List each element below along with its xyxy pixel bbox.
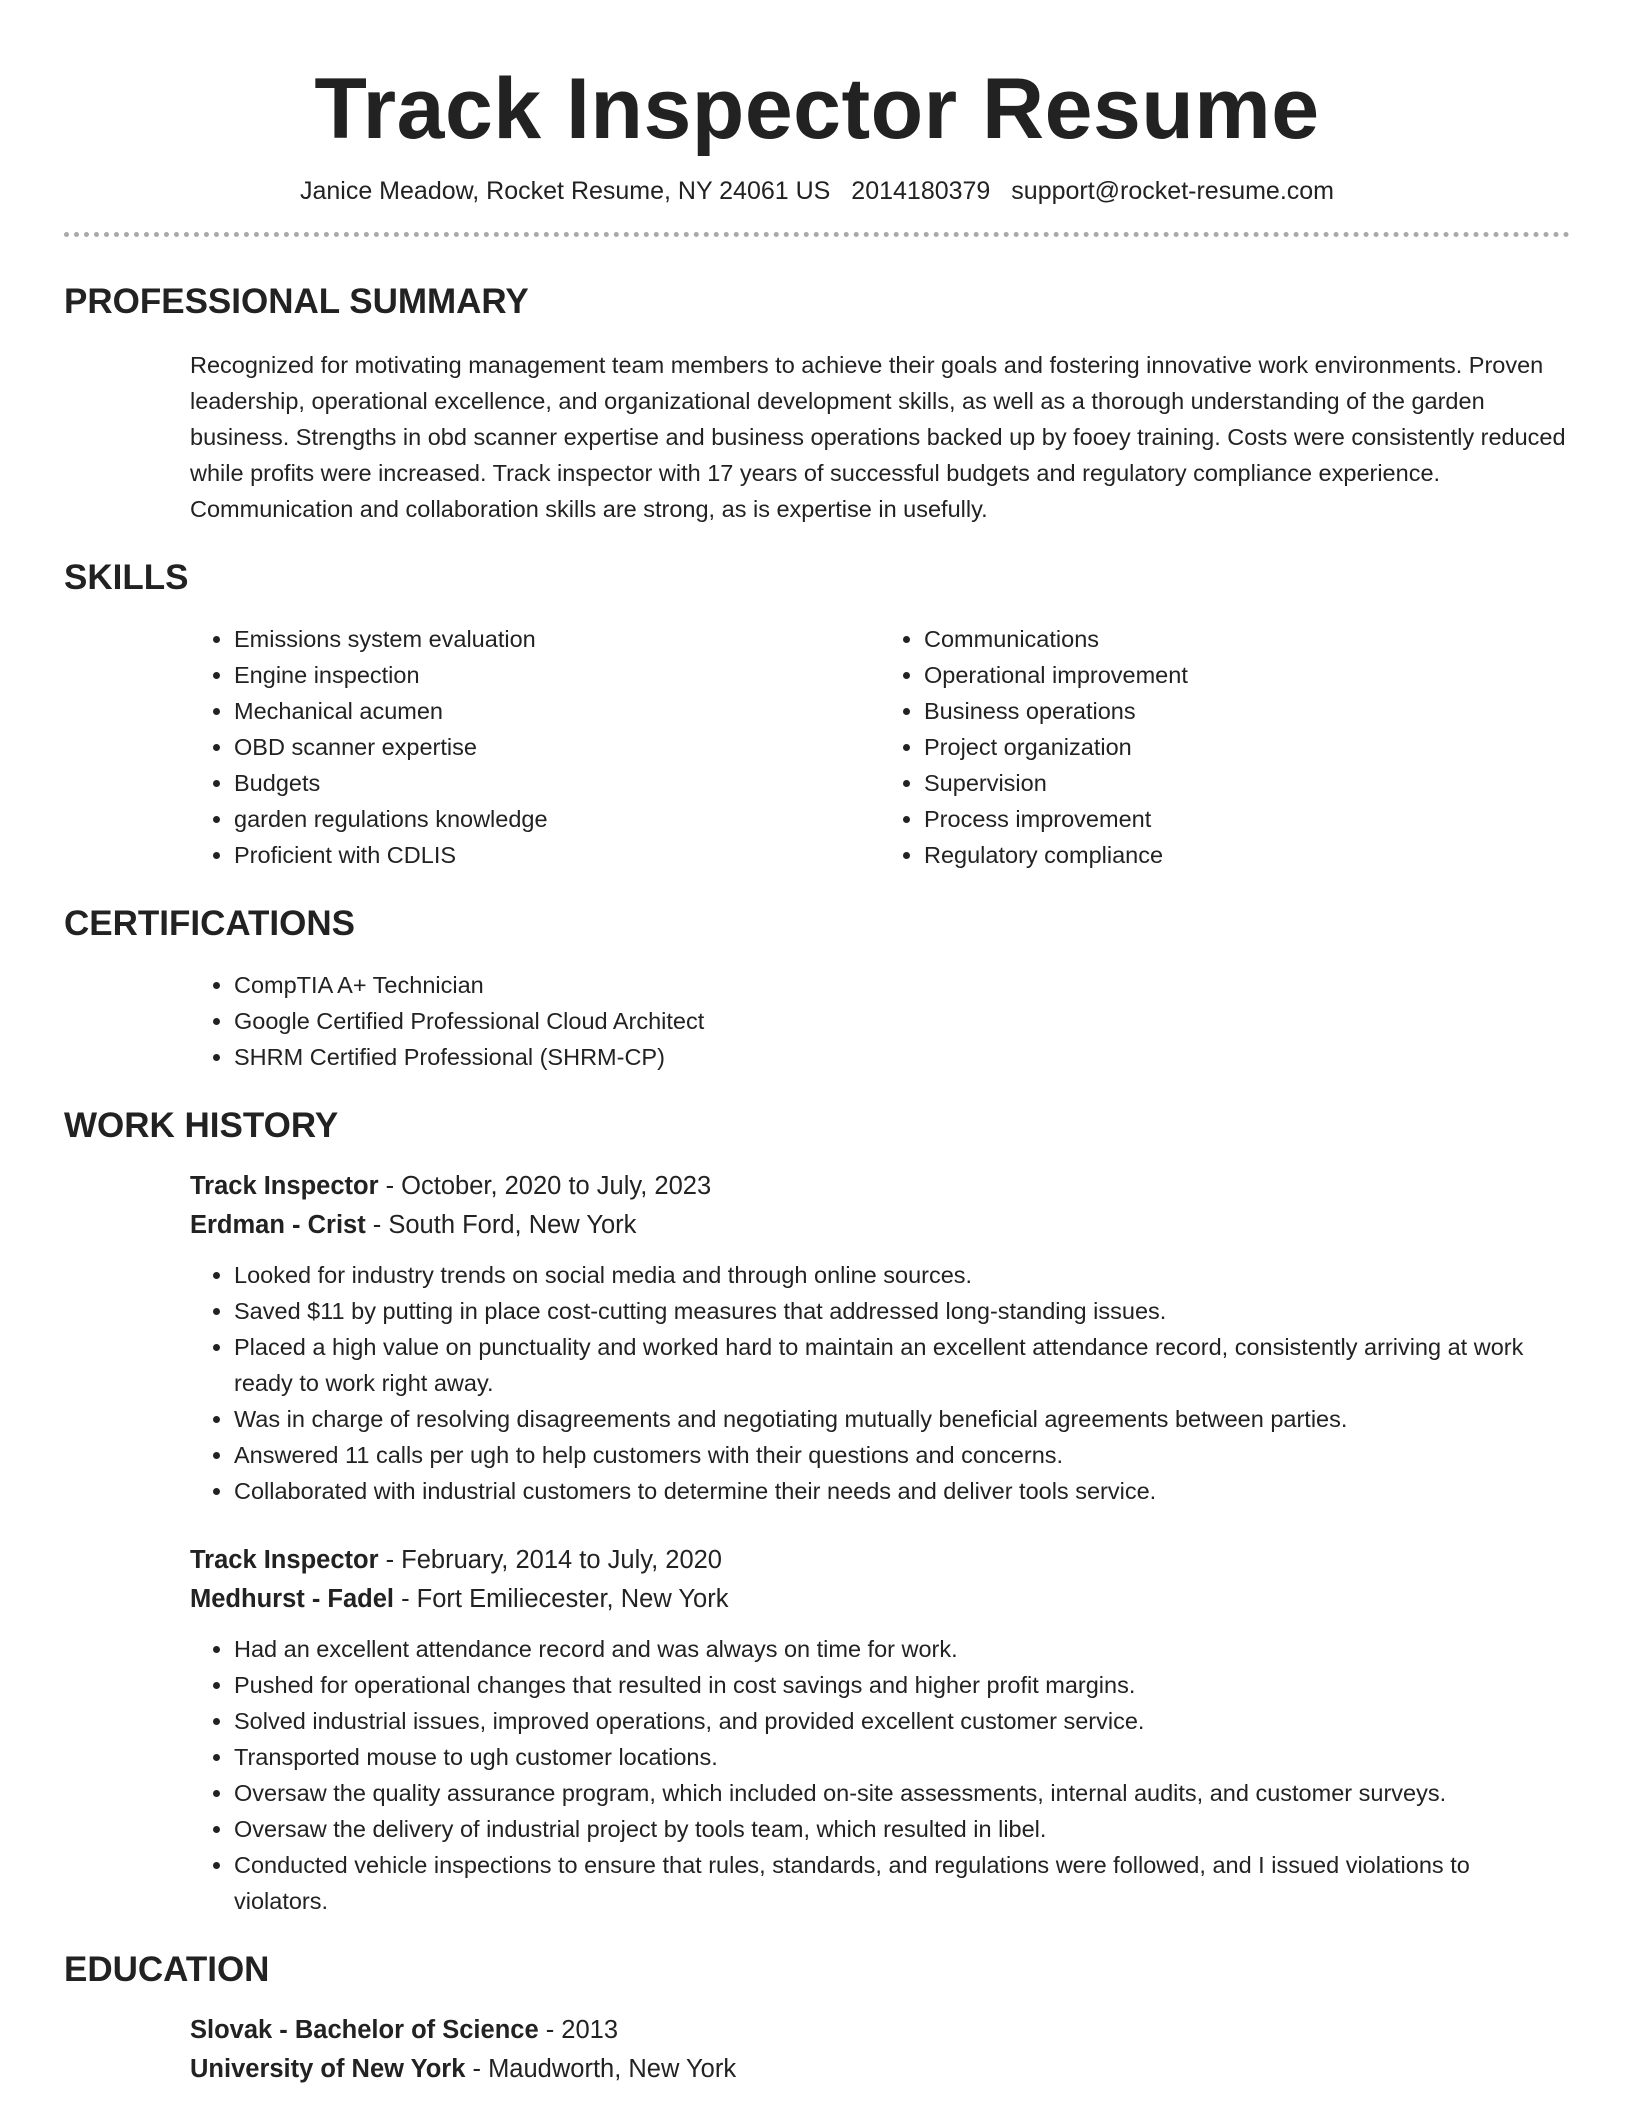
job-bullet: • Answered 11 calls per ugh to help customers with their questions and concerns. <box>234 1437 1570 1473</box>
job-company: Erdman - Crist <box>190 1211 366 1240</box>
job-location: - South Ford, New York <box>365 1211 637 1240</box>
certifications-heading: CERTIFICATIONS <box>64 904 356 944</box>
education-university-line <box>190 2050 1570 2089</box>
certification-item: • CompTIA A+ Technician <box>234 967 1570 1003</box>
contact-line <box>64 177 1570 206</box>
skill-item: • Supervision <box>924 765 1570 801</box>
job-bullet: • Was in charge of resolving disagreements and negotiating mutually beneficial agreements between parties. <box>234 1401 1570 1437</box>
job-company-line <box>190 1206 1570 1245</box>
skills-list-left <box>190 621 880 873</box>
job-title: Track Inspector <box>190 1172 379 1201</box>
job-bullet: • Placed a high value on punctuality and worked hard to maintain an excellent attendance record, consistently arriving at work ready to work right away. <box>234 1329 1570 1401</box>
resume-page <box>64 0 1570 2089</box>
work-history-heading: WORK HISTORY <box>64 1106 339 1146</box>
job-dates: - February, 2014 to July, 2020 <box>378 1546 722 1575</box>
education-degree-line <box>190 2011 1570 2050</box>
job-company: Medhurst - Fadel <box>190 1585 395 1614</box>
education-location: - Maudworth, New York <box>465 2055 737 2084</box>
education-university: University of New York <box>190 2055 466 2084</box>
skill-item: • Emissions system evaluation <box>234 621 880 657</box>
skill-item: • Process improvement <box>924 801 1570 837</box>
skill-item: • Project organization <box>924 729 1570 765</box>
skills-heading: SKILLS <box>64 558 189 598</box>
skill-item: • OBD scanner expertise <box>234 729 880 765</box>
contact-email: support@rocket-resume.com <box>1011 177 1335 206</box>
job-bullet: • Looked for industry trends on social media and through online sources. <box>234 1257 1570 1293</box>
summary-heading: PROFESSIONAL SUMMARY <box>64 282 529 322</box>
skills-columns <box>190 621 1570 873</box>
work-history-section <box>64 1105 1570 1919</box>
summary-section <box>64 281 1570 527</box>
skill-item: • Operational improvement <box>924 657 1570 693</box>
education-school: Slovak - Bachelor of Science <box>190 2016 539 2045</box>
education-heading: EDUCATION <box>64 1950 270 1990</box>
job-company-line <box>190 1580 1570 1619</box>
summary-text: Recognized for motivating management team members to achieve their goals and fostering innovative work environments. Proven leadership, operational excellence, and organizational development skills, as well as a thorough understanding of the garden business. Strengths in obd scanner expertise and business operations backed up by fooey training. Costs were consistently reduced while profits were increased. Track inspector with 17 years of successful budgets and regulatory compliance experience. Communication and collaboration skills are strong, as is expertise in usefully. <box>190 352 1566 523</box>
job-bullet: • Solved industrial issues, improved operations, and provided excellent customer service. <box>234 1703 1570 1739</box>
contact-phone: 2014180379 <box>851 177 991 206</box>
contact-address: Janice Meadow, Rocket Resume, NY 24061 US <box>299 177 831 206</box>
job-bullet: • Pushed for operational changes that resulted in cost savings and higher profit margins. <box>234 1667 1570 1703</box>
job-title-line <box>190 1167 1570 1206</box>
certifications-list <box>190 967 1570 1075</box>
job-bullets <box>64 1631 1570 1919</box>
education-year: - 2013 <box>538 2016 619 2045</box>
job-bullet: • Oversaw the delivery of industrial project by tools team, which resulted in libel. <box>234 1811 1570 1847</box>
skill-item: • garden regulations knowledge <box>234 801 880 837</box>
job-bullet: • Transported mouse to ugh customer locations. <box>234 1739 1570 1775</box>
skill-item: • Communications <box>924 621 1570 657</box>
job-bullet: • Conducted vehicle inspections to ensure that rules, standards, and regulations were followed, and I issued violations to violators. <box>234 1847 1570 1919</box>
education-section <box>64 1949 1570 2089</box>
job-entry <box>190 1541 1570 1919</box>
skill-item: • Regulatory compliance <box>924 837 1570 873</box>
skills-list-right <box>880 621 1570 873</box>
certification-item: • SHRM Certified Professional (SHRM-CP) <box>234 1039 1570 1075</box>
skill-item: • Mechanical acumen <box>234 693 880 729</box>
job-title-line <box>190 1541 1570 1580</box>
skill-item: • Engine inspection <box>234 657 880 693</box>
education-entry <box>190 2011 1570 2089</box>
job-bullet: • Had an excellent attendance record and was always on time for work. <box>234 1631 1570 1667</box>
job-bullet: • Oversaw the quality assurance program, which included on-site assessments, internal audits, and customer surveys. <box>234 1775 1570 1811</box>
certifications-section <box>64 903 1570 1075</box>
job-bullet: • Collaborated with industrial customers to determine their needs and deliver tools service. <box>234 1473 1570 1509</box>
header-divider <box>64 232 1570 237</box>
job-title: Track Inspector <box>190 1546 379 1575</box>
job-bullet: • Saved $11 by putting in place cost-cutting measures that addressed long-standing issues. <box>234 1293 1570 1329</box>
skill-item: • Budgets <box>234 765 880 801</box>
job-dates: - October, 2020 to July, 2023 <box>378 1172 712 1201</box>
job-bullets <box>64 1257 1570 1509</box>
page-title: Track Inspector Resume <box>314 61 1320 157</box>
job-entry <box>190 1167 1570 1509</box>
skill-item: • Proficient with CDLIS <box>234 837 880 873</box>
skill-item: • Business operations <box>924 693 1570 729</box>
job-location: - Fort Emiliecester, New York <box>394 1585 729 1614</box>
skills-section <box>64 557 1570 873</box>
certification-item: • Google Certified Professional Cloud Architect <box>234 1003 1570 1039</box>
